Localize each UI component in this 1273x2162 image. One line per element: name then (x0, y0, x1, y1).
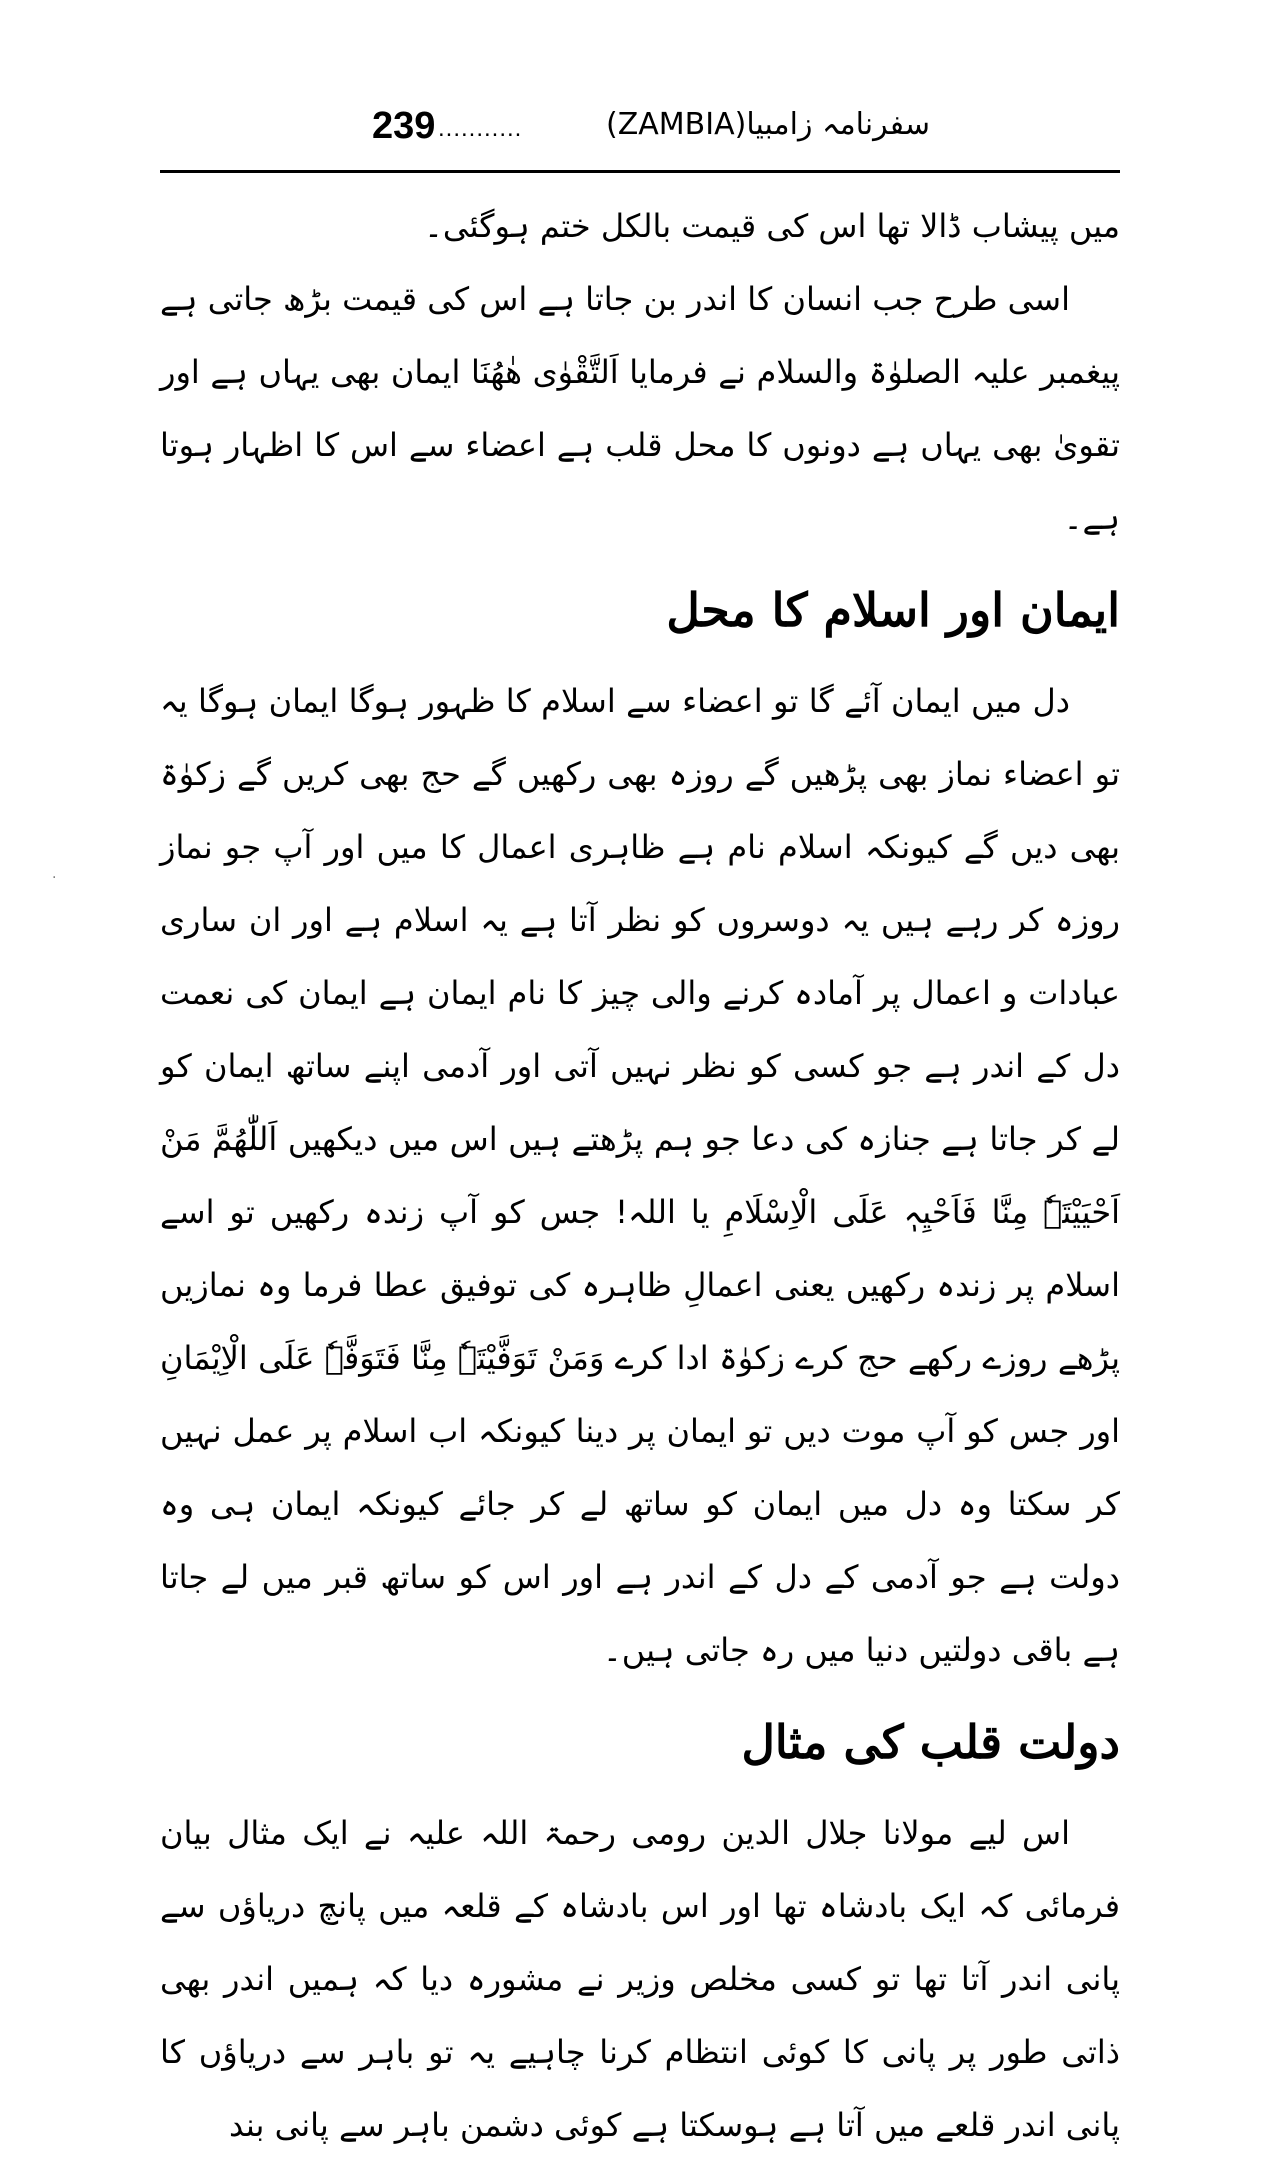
scan-margin-mark: · (52, 870, 57, 886)
running-title: سفرنامہ زامبیا(ZAMBIA) (605, 107, 930, 142)
page-body (160, 190, 1120, 2162)
paragraph-3: دل میں ایمان آئے گا تو اعضاء سے اسلام کا ظہور ہوگا ایمان ہوگا یہ تو اعضاء نماز بھی پڑھیں گے روزہ بھی رکھیں گے حج بھی کریں گے زکوٰۃ بھی دیں گے کیونکہ اسلام نام ہے ظاہری اعمال کا میں اور آپ جو نماز روزہ کر رہے ہیں یہ دوسروں کو نظر آتا ہے یہ اسلام ہے اور ان ساری عبادات و اعمال پر آمادہ کرنے والی چیز کا نام ایمان ہے ایمان کی نعمت دل کے اندر ہے جو کسی کو نظر نہیں آتی اور آدمی اپنے ساتھ ایمان کو لے کر جاتا ہے جنازہ کی دعا جو ہم پڑھتے ہیں اس میں دیکھیں اَللّٰھُمَّ مَنْ اَحْیَیْتَہٗ مِنَّا فَاَحْیِہٖ عَلَی الْاِسْلَامِ یا اللہ! جس کو آپ زندہ رکھیں تو اسے اسلام پر زندہ رکھیں یعنی اعمالِ ظاہرہ کی توفیق عطا فرما وہ نمازیں پڑھے روزے رکھے حج کرے زکوٰۃ ادا کرے وَمَنْ تَوَفَّیْتَہٗ مِنَّا فَتَوَفَّہٗ عَلَی الْاِیْمَانِ اور جس کو آپ موت دیں تو ایمان پر دینا کیونکہ اب اسلام پر عمل نہیں کر سکتا وہ دل میں ایمان کو ساتھ لے کر جائے کیونکہ ایمان ہی وہ دولت ہے جو آدمی کے دل کے اندر ہے اور اس کو ساتھ قبر میں لے جاتا ہے باقی دولتیں دنیا میں رہ جاتی ہیں۔ (160, 682, 1121, 1669)
header-rule (160, 170, 1120, 173)
paragraph-2: اسی طرح جب انسان کا اندر بن جاتا ہے اس کی قیمت بڑھ جاتی ہے پیغمبر علیہ الصلوٰۃ والسلام نے فرمایا اَلتَّقْوٰی ھٰھُنَا ایمان بھی یہاں ہے اور تقویٰ بھی یہاں ہے دونوں کا محل قلب ہے اعضاء سے اس کا اظہار ہوتا ہے۔ (160, 280, 1120, 537)
page-number: 239 (372, 105, 436, 147)
section-heading-wealth-of-heart: دولت قلب کی مثال (741, 1715, 1120, 1769)
page-header (160, 95, 1120, 165)
section-heading-iman-islam: ایمان اور اسلام کا محل (666, 583, 1120, 637)
paragraph-1: میں پیشاب ڈالا تھا اس کی قیمت بالکل ختم ہوگئی۔ (424, 207, 1120, 245)
header-leader-dots: ........... (438, 115, 523, 142)
paragraph-4: اس لیے مولانا جلال الدین رومی رحمۃ اللہ علیہ نے ایک مثال بیان فرمائی کہ ایک بادشاہ تھا اور اس بادشاہ کے قلعہ میں پانچ دریاؤں سے پانی اندر آتا تھا تو کسی مخلص وزیر نے مشورہ دیا کہ ہمیں اندر بھی ذاتی طور پر پانی کا کوئی انتظام کرنا چاہیے یہ تو باہر سے دریاؤں کا پانی اندر قلعے میں آتا ہے ہوسکتا ہے کوئی دشمن باہر سے پانی بند (160, 1814, 1120, 2144)
